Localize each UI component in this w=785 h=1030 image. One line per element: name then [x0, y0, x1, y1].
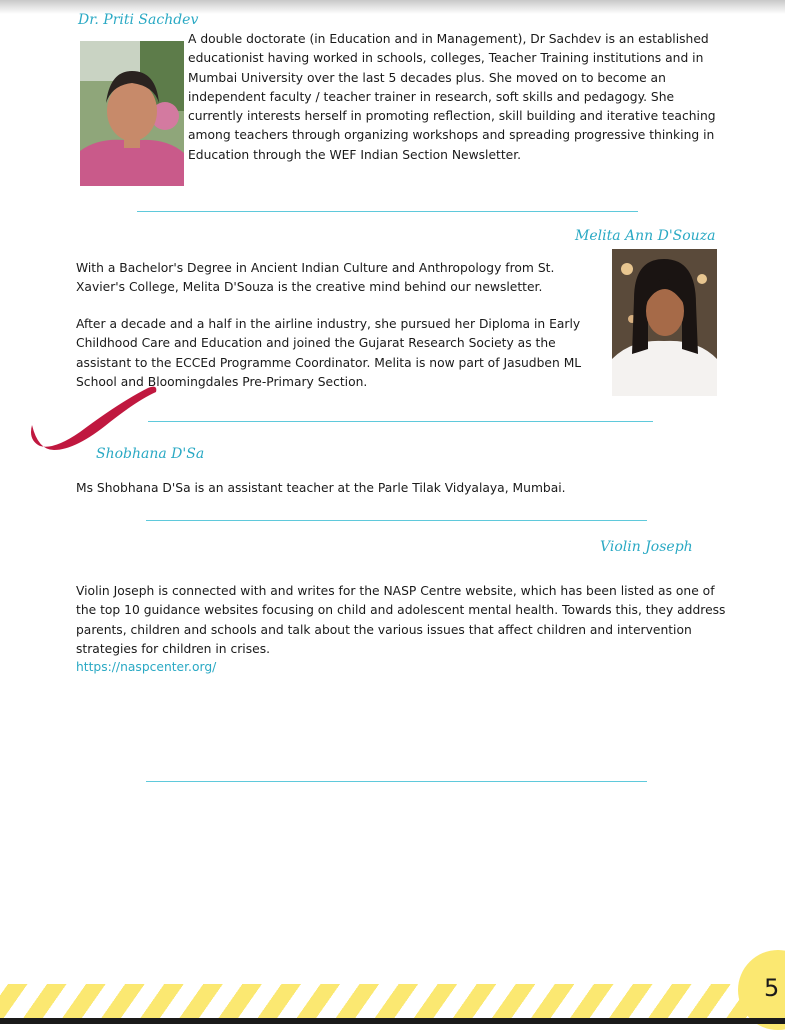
profile-bio-melita-2: After a decade and a half in the airline industry, she pursued her Diploma in Early Childhood Care and Education and joined the Gujarat Research Society as the assistant to the ECCEd Programme Coordinator. Melita is now part of Jasudben ML School and Bloomingdales Pre-Primary Section.: [76, 317, 582, 389]
profile-bio-melita-1: With a Bachelor's Degree in Ancient Indian Culture and Anthropology from St. Xavier's College, Melita D'Souza is the creative mind behind our newsletter.: [76, 261, 555, 295]
portrait-melita-dsouza: [612, 249, 717, 396]
footer-stripe-band: [0, 984, 785, 1018]
profile-name-shobhana: Shobhana D'Sa: [96, 446, 205, 462]
divider: [137, 211, 638, 212]
profile-bio-priti: A double doctorate (in Education and in Management), Dr Sachdev is an established educationist having worked in schools, colleges, Teacher Training institutions and in Mumbai University over the last 5 decades plus. She moved on to become an independent faculty / teacher trainer in research, soft skills and pedagogy. She currently interests herself in promoting reflection, skill building and iterative teaching among teachers through organizing workshops and spreading progressive thinking in Education through the WEF Indian Section Newsletter.: [188, 32, 716, 162]
profile-name-melita: Melita Ann D'Souza: [575, 228, 716, 244]
profile-name-violin: Violin Joseph: [600, 539, 693, 555]
page-number: 5: [764, 974, 780, 1002]
portrait-priti-sachdev: [80, 41, 184, 186]
bottom-edge-bar: [0, 1018, 785, 1024]
divider: [146, 781, 647, 782]
divider: [148, 421, 653, 422]
divider: [146, 520, 647, 521]
nasp-website-link[interactable]: https://naspcenter.org/: [76, 660, 217, 674]
profile-name-priti: Dr. Priti Sachdev: [78, 12, 199, 28]
profile-bio-violin: Violin Joseph is connected with and writes for the NASP Centre website, which has been listed as one of the top 10 guidance websites focusing on child and adolescent mental health. Towards this, they address parents, children and schools and talk about the various issues that affect children and intervention strategies for children in crises.: [76, 584, 726, 656]
profile-bio-shobhana: Ms Shobhana D'Sa is an assistant teacher at the Parle Tilak Vidyalaya, Mumbai.: [76, 481, 566, 495]
